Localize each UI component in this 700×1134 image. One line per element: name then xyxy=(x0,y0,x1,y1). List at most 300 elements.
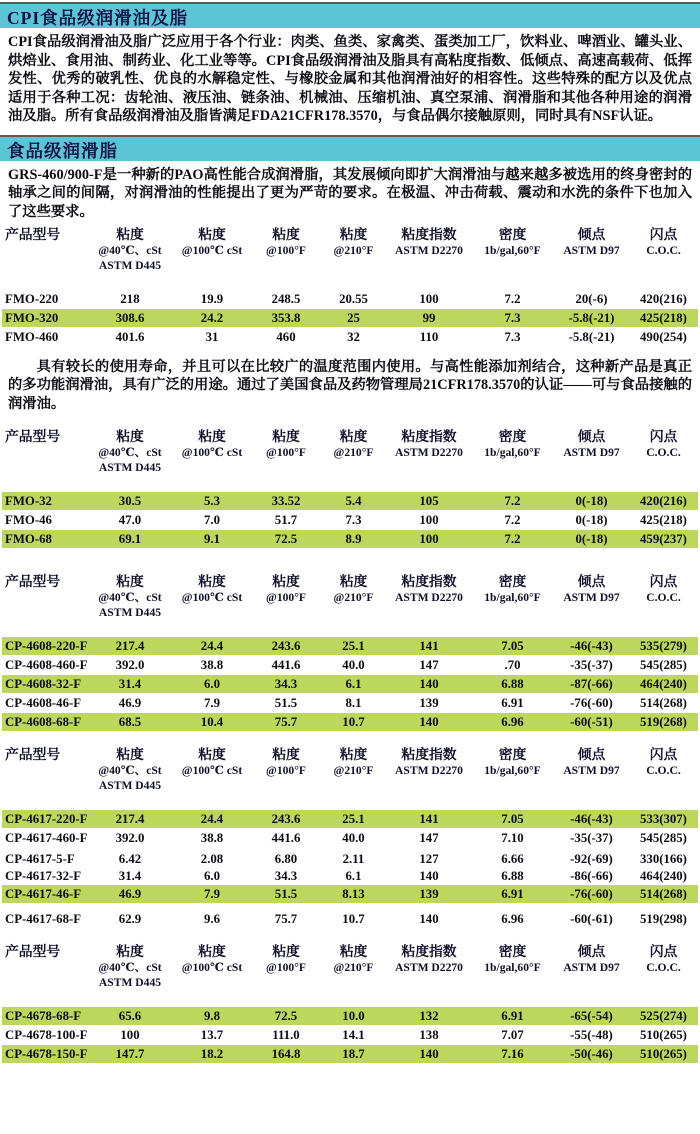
value-cell: 139 xyxy=(419,696,439,711)
value-cell: 514(268) xyxy=(640,887,687,902)
column-header-title: 粘度 xyxy=(116,747,144,763)
column-header-sub: @100℃ cSt xyxy=(181,764,243,778)
column-header-sub: ASTM D97 xyxy=(563,446,620,460)
value-cell: 545(285) xyxy=(640,658,687,673)
column-header-title: 密度 xyxy=(498,747,527,763)
value-cell: 459(237) xyxy=(640,532,687,547)
column-header xyxy=(629,943,698,990)
column-header xyxy=(629,746,698,793)
column-header-sub: @210°F xyxy=(333,961,374,975)
value-cell: 7.16 xyxy=(501,1047,524,1062)
value-cell: 2.11 xyxy=(342,852,365,867)
column-header-sub: @210°F xyxy=(333,764,374,778)
table-header-row xyxy=(2,943,698,990)
column-header-sub: C.O.C. xyxy=(646,591,681,605)
table-header-row xyxy=(2,428,698,475)
value-cell: 2.08 xyxy=(200,852,224,867)
column-header-title: 粘度指数 xyxy=(401,944,457,960)
value-cell: 140 xyxy=(419,677,439,692)
column-header-title: 倾点 xyxy=(577,747,606,763)
column-header-sub: @100°F xyxy=(266,961,306,975)
table-row xyxy=(2,290,698,308)
value-cell: 25.1 xyxy=(342,812,365,827)
value-cell: 8.9 xyxy=(345,532,362,547)
column-header-title: 粘度 xyxy=(272,944,300,960)
value-cell: 138 xyxy=(419,1028,439,1043)
product-model-cell: FMO-32 xyxy=(5,494,52,509)
section-header-grease xyxy=(0,135,700,161)
column-header xyxy=(88,428,172,475)
value-cell: 460 xyxy=(276,329,296,344)
value-cell: -35(-37) xyxy=(570,831,613,846)
column-header-sub2: ASTM D445 xyxy=(98,461,162,475)
value-cell: -35(-37) xyxy=(570,658,613,673)
table-header-row xyxy=(2,746,698,793)
value-cell: 425(218) xyxy=(640,513,687,528)
value-cell: 6.1 xyxy=(345,869,362,884)
table-row xyxy=(2,713,698,731)
value-cell: 9.6 xyxy=(204,912,220,927)
value-cell: 30.5 xyxy=(118,494,142,509)
value-cell: 47.0 xyxy=(118,513,142,528)
column-header xyxy=(320,428,387,475)
table-row xyxy=(2,694,698,712)
column-header-sub2: ASTM D445 xyxy=(98,779,162,793)
column-header-title: 闪点 xyxy=(649,944,678,960)
column-header-title: 粘度 xyxy=(198,226,226,242)
value-cell: 9.8 xyxy=(204,1009,220,1024)
column-header-title: 密度 xyxy=(498,574,527,590)
product-model-cell: FMO-220 xyxy=(5,291,59,306)
value-cell: 25 xyxy=(347,310,360,325)
value-cell: 6.0 xyxy=(204,677,220,692)
value-cell: 13.7 xyxy=(200,1028,224,1043)
product-model-cell: CP-4608-46-F xyxy=(5,696,82,711)
value-cell: 105 xyxy=(419,494,439,509)
value-cell: 140 xyxy=(419,869,439,884)
table-row xyxy=(2,656,698,674)
column-header-title: 倾点 xyxy=(577,226,606,242)
value-cell: -55(-48) xyxy=(570,1028,613,1043)
column-header-sub: 1b/gal,60°F xyxy=(484,243,541,257)
value-cell: 10.4 xyxy=(200,715,224,730)
column-header-title: 产品型号 xyxy=(5,226,61,242)
value-cell: 51.5 xyxy=(274,696,298,711)
value-cell: 514(268) xyxy=(640,696,687,711)
value-cell: 24.4 xyxy=(200,639,224,654)
value-cell: 132 xyxy=(419,1009,439,1024)
column-header-title: 产品型号 xyxy=(5,429,61,445)
value-cell: 72.5 xyxy=(274,1009,298,1024)
column-header-product xyxy=(2,943,88,990)
value-cell: 464(240) xyxy=(640,677,687,692)
value-cell: 7.07 xyxy=(501,1028,524,1043)
column-header xyxy=(387,573,471,620)
table-row xyxy=(2,675,698,693)
value-cell: 7.3 xyxy=(504,329,521,344)
value-cell: 110 xyxy=(419,329,439,344)
value-cell: 18.7 xyxy=(342,1047,365,1062)
value-cell: 7.2 xyxy=(504,291,521,306)
value-cell: 31 xyxy=(205,329,219,344)
value-cell: 139 xyxy=(419,887,439,902)
value-cell: -46(-43) xyxy=(570,812,613,827)
table-body xyxy=(2,1007,698,1063)
value-cell: -46(-43) xyxy=(570,639,613,654)
column-header xyxy=(471,746,554,793)
value-cell: 65.6 xyxy=(118,1009,142,1024)
table-row xyxy=(2,1007,698,1025)
value-cell: 0(-18) xyxy=(575,513,608,528)
column-header-sub: ASTM D2270 xyxy=(395,591,463,605)
column-header-sub: @100℃ cSt xyxy=(181,243,243,257)
product-table-cp4608 xyxy=(2,573,698,731)
value-cell: 40.0 xyxy=(342,658,365,673)
column-header-sub: @100℃ cSt xyxy=(181,591,243,605)
value-cell: 510(265) xyxy=(640,1028,687,1043)
column-header xyxy=(320,746,387,793)
value-cell: 34.3 xyxy=(274,677,298,692)
table-header-row xyxy=(2,573,698,620)
value-cell: 164.8 xyxy=(271,1047,301,1062)
column-header-title: 粘度 xyxy=(116,574,144,590)
value-cell: 218 xyxy=(120,291,140,306)
value-cell: 38.8 xyxy=(200,831,224,846)
value-cell: 10.0 xyxy=(342,1009,365,1024)
column-header xyxy=(252,226,320,273)
column-header-sub: ASTM D97 xyxy=(563,243,620,257)
column-header-title: 粘度 xyxy=(272,429,300,445)
value-cell: 490(254) xyxy=(640,329,687,344)
value-cell: 6.1 xyxy=(345,677,362,692)
column-header-product xyxy=(2,226,88,273)
value-cell: 7.2 xyxy=(504,532,521,547)
value-cell: 425(218) xyxy=(640,310,687,325)
value-cell: 401.6 xyxy=(115,329,145,344)
column-header-sub: 1b/gal,60°F xyxy=(484,446,541,460)
value-cell: 420(216) xyxy=(640,291,687,306)
value-cell: -76(-60) xyxy=(570,696,613,711)
value-cell: 7.3 xyxy=(345,513,362,528)
value-cell: 5.4 xyxy=(345,494,362,509)
value-cell: 7.10 xyxy=(501,831,524,846)
value-cell: 6.66 xyxy=(501,852,524,867)
value-cell: -65(-54) xyxy=(570,1009,613,1024)
value-cell: 6.0 xyxy=(204,869,220,884)
value-cell: 18.2 xyxy=(200,1047,224,1062)
product-model-cell: CP-4617-32-F xyxy=(5,869,82,884)
column-header-sub: @100℃ cSt xyxy=(181,961,243,975)
column-header xyxy=(554,573,629,620)
value-cell: 243.6 xyxy=(271,812,301,827)
value-cell: 533(307) xyxy=(640,812,687,827)
column-header-title: 粘度 xyxy=(272,226,300,242)
column-header-title: 产品型号 xyxy=(5,944,61,960)
product-table-cp4678 xyxy=(2,943,698,1063)
table-row xyxy=(2,885,698,903)
column-header-title: 粘度 xyxy=(272,747,300,763)
column-header-title: 粘度指数 xyxy=(401,226,457,242)
value-cell: 32 xyxy=(347,329,360,344)
product-model-cell: CP-4617-220-F xyxy=(5,812,88,827)
value-cell: 7.2 xyxy=(504,513,521,528)
section-title: 食品级润滑脂 xyxy=(7,140,118,161)
column-header xyxy=(252,428,320,475)
column-header-title: 密度 xyxy=(498,429,527,445)
column-header-title: 粘度 xyxy=(339,944,368,960)
column-header xyxy=(629,573,698,620)
table-row xyxy=(2,910,698,928)
value-cell: 19.9 xyxy=(200,291,224,306)
table-row xyxy=(2,810,698,828)
table-body xyxy=(2,290,698,346)
column-header-title: 粘度 xyxy=(198,574,226,590)
column-header xyxy=(320,226,387,273)
product-model-cell: CP-4678-68-F xyxy=(5,1009,82,1024)
value-cell: 6.88 xyxy=(501,677,524,692)
value-cell: 99 xyxy=(422,310,436,325)
column-header-sub: ASTM D2270 xyxy=(395,243,463,257)
column-header-sub: @40℃、cSt xyxy=(98,446,162,460)
value-cell: 330(166) xyxy=(640,852,687,867)
value-cell: 141 xyxy=(419,639,439,654)
grease-paragraph: GRS-460/900-F是一种新的PAO高性能合成润滑脂，其发展倾向即扩大润滑油与越来越多被选用的终身密封的轴承之间的间隔，对润滑油的性能提出了更为严苛的要求。在极温、冲击荷载、震动和水洗的条件下也加入了这些要求。 xyxy=(8,166,692,221)
value-cell: -50(-46) xyxy=(570,1047,613,1062)
column-header-sub: @40℃、cSt xyxy=(98,764,162,778)
table-body xyxy=(2,637,698,731)
value-cell: 6.88 xyxy=(501,869,524,884)
value-cell: 147 xyxy=(419,658,439,673)
column-header-title: 粘度 xyxy=(116,226,144,242)
column-header-sub: @100°F xyxy=(266,243,306,257)
column-header-product xyxy=(2,428,88,475)
column-header-title: 倾点 xyxy=(577,429,606,445)
table-row xyxy=(2,1045,698,1063)
value-cell: 6.96 xyxy=(501,715,524,730)
value-cell: 33.52 xyxy=(271,494,301,509)
column-header-sub: ASTM D97 xyxy=(563,591,620,605)
column-header-title: 粘度指数 xyxy=(401,429,457,445)
value-cell: 8.13 xyxy=(342,887,365,902)
column-header-title: 粘度 xyxy=(116,429,144,445)
column-header-title: 密度 xyxy=(498,944,527,960)
column-header-sub: C.O.C. xyxy=(646,446,681,460)
column-header-sub: 1b/gal,60°F xyxy=(484,764,541,778)
value-cell: -87(-66) xyxy=(570,677,613,692)
column-header xyxy=(320,943,387,990)
column-header-title: 产品型号 xyxy=(5,747,61,763)
product-table-fmo-light xyxy=(2,428,698,548)
mid-paragraph: 具有较长的使用寿命，并且可以在比较广的温度范围内使用。与高性能添加剂结合，这种新产品是真正的多功能润滑油，具有广泛的用途。通过了美国食品及药物管理局21CFR178.3570的认证——可与食品接触的润滑油。 xyxy=(8,358,692,412)
column-header xyxy=(554,943,629,990)
value-cell: 68.5 xyxy=(118,715,142,730)
value-cell: 51.5 xyxy=(274,887,298,902)
value-cell: 7.0 xyxy=(204,513,220,528)
value-cell: 141 xyxy=(419,812,439,827)
value-cell: 100 xyxy=(419,513,439,528)
column-header-title: 粘度 xyxy=(198,429,226,445)
value-cell: 7.9 xyxy=(204,696,220,711)
value-cell: -76(-60) xyxy=(570,887,613,902)
value-cell: 147 xyxy=(419,831,439,846)
column-header xyxy=(88,746,172,793)
column-header-title: 密度 xyxy=(498,226,527,242)
section-title: CPI食品级润滑油及脂 xyxy=(7,8,189,28)
column-header-sub: ASTM D97 xyxy=(563,961,620,975)
column-header-sub: @210°F xyxy=(333,446,374,460)
column-header-title: 粘度指数 xyxy=(401,574,457,590)
column-header-title: 粘度指数 xyxy=(401,747,457,763)
column-header-title: 粘度 xyxy=(339,226,368,242)
column-header xyxy=(387,746,471,793)
value-cell: 24.2 xyxy=(200,310,224,325)
value-cell: 127 xyxy=(419,852,439,867)
table-row xyxy=(2,511,698,529)
product-model-cell: CP-4608-220-F xyxy=(5,639,88,654)
value-cell: 140 xyxy=(419,1047,439,1062)
table-row xyxy=(2,851,698,867)
value-cell: 9.1 xyxy=(204,532,220,547)
column-header-sub: @210°F xyxy=(333,591,374,605)
value-cell: 69.1 xyxy=(118,532,142,547)
column-header xyxy=(172,746,252,793)
value-cell: 525(274) xyxy=(640,1009,687,1024)
column-header-sub: @100°F xyxy=(266,591,306,605)
product-model-cell: CP-4678-150-F xyxy=(5,1047,88,1062)
column-header-title: 粘度 xyxy=(198,747,226,763)
table-row xyxy=(2,492,698,510)
table-row xyxy=(2,530,698,548)
column-header-title: 粘度 xyxy=(116,944,144,960)
product-model-cell: CP-4608-68-F xyxy=(5,715,82,730)
column-header-sub: @210°F xyxy=(333,243,374,257)
value-cell: 100 xyxy=(419,532,439,547)
value-cell: 0(-18) xyxy=(575,532,608,547)
value-cell: 20(-6) xyxy=(575,291,608,306)
table-row xyxy=(2,328,698,346)
column-header-sub: @100°F xyxy=(266,446,306,460)
product-model-cell: CP-4617-5-F xyxy=(5,852,75,867)
column-header-title: 粘度 xyxy=(339,747,368,763)
value-cell: 6.96 xyxy=(501,912,524,927)
value-cell: 243.6 xyxy=(271,639,301,654)
value-cell: -5.8(-21) xyxy=(568,329,615,344)
table-row xyxy=(2,868,698,884)
value-cell: 6.42 xyxy=(118,852,142,867)
column-header xyxy=(172,226,252,273)
value-cell: 510(265) xyxy=(640,1047,687,1062)
column-header xyxy=(252,573,320,620)
value-cell: 10.7 xyxy=(342,715,365,730)
value-cell: 217.4 xyxy=(115,812,145,827)
value-cell: 420(216) xyxy=(640,494,687,509)
value-cell: 100 xyxy=(419,291,439,306)
value-cell: 31.4 xyxy=(118,869,142,884)
column-header-title: 闪点 xyxy=(649,747,678,763)
value-cell: 464(240) xyxy=(640,869,687,884)
column-header-title: 产品型号 xyxy=(5,574,61,590)
value-cell: .70 xyxy=(504,658,521,673)
value-cell: 147.7 xyxy=(115,1047,145,1062)
column-header-sub: @100℃ cSt xyxy=(181,446,243,460)
value-cell: 441.6 xyxy=(271,658,301,673)
column-header-title: 闪点 xyxy=(649,429,678,445)
column-header xyxy=(88,943,172,990)
value-cell: 24.4 xyxy=(200,812,224,827)
column-header xyxy=(252,943,320,990)
value-cell: 6.91 xyxy=(501,887,524,902)
column-header-title: 闪点 xyxy=(649,574,678,590)
section-header-oils xyxy=(0,2,700,28)
value-cell: 72.5 xyxy=(274,532,298,547)
value-cell: 14.1 xyxy=(342,1028,365,1043)
value-cell: 5.3 xyxy=(204,494,220,509)
column-header-title: 倾点 xyxy=(577,944,606,960)
product-model-cell: CP-4678-100-F xyxy=(5,1028,88,1043)
value-cell: 0(-18) xyxy=(575,494,608,509)
product-table-fmo-heavy xyxy=(2,226,698,346)
column-header-sub: C.O.C. xyxy=(646,764,681,778)
table-body xyxy=(2,810,698,928)
column-header-sub: 1b/gal,60°F xyxy=(484,961,541,975)
column-header xyxy=(471,573,554,620)
value-cell: 75.7 xyxy=(274,715,298,730)
table-header-row xyxy=(2,226,698,273)
table-row xyxy=(2,1026,698,1044)
value-cell: 46.9 xyxy=(118,887,142,902)
product-model-cell: CP-4617-460-F xyxy=(5,831,88,846)
value-cell: 308.6 xyxy=(115,310,145,325)
column-header-sub: C.O.C. xyxy=(646,243,681,257)
value-cell: -60(-51) xyxy=(570,715,613,730)
column-header-sub: @40℃、cSt xyxy=(98,243,162,257)
column-header-product xyxy=(2,573,88,620)
intro-paragraph: CPI食品级润滑油及脂广泛应用于各个行业：肉类、鱼类、家禽类、蛋类加工厂，饮料业、啤酒业、罐头业、烘焙业、食用油、制药业、化工业等等。CPI食品级润滑油及脂具有高粘度指数、低倾点、高速高载荷、低挥发性、优秀的破乳性、优良的水解稳定性、与橡胶金属和其他润滑油好的相容性。这些特殊的配方以及优点适用于各种工况：齿轮油、液压油、链条油、机械油、压缩机油、真空泵浦、润滑脂和其他各种用途的润滑油及脂。所有食品级润滑油及脂皆满足FDA21CFR178.3570，与食品偶尔接触原则，同时具有NSF认证。 xyxy=(8,34,692,125)
value-cell: 25.1 xyxy=(342,639,365,654)
value-cell: 7.05 xyxy=(501,639,524,654)
value-cell: 248.5 xyxy=(271,291,301,306)
column-header-sub2: ASTM D445 xyxy=(98,606,162,620)
value-cell: 7.9 xyxy=(204,887,220,902)
value-cell: 519(268) xyxy=(640,715,687,730)
value-cell: 217.4 xyxy=(115,639,145,654)
product-model-cell: FMO-46 xyxy=(5,513,52,528)
column-header xyxy=(629,428,698,475)
column-header-sub2: ASTM D445 xyxy=(98,258,162,272)
value-cell: 38.8 xyxy=(200,658,224,673)
value-cell: 8.1 xyxy=(345,696,362,711)
value-cell: 353.8 xyxy=(271,310,301,325)
column-header xyxy=(88,226,172,273)
value-cell: 62.9 xyxy=(118,912,142,927)
column-header-sub: ASTM D97 xyxy=(563,764,620,778)
value-cell: 7.2 xyxy=(504,494,521,509)
product-model-cell: FMO-320 xyxy=(5,310,59,325)
value-cell: 535(279) xyxy=(640,639,687,654)
column-header xyxy=(554,746,629,793)
value-cell: 545(285) xyxy=(640,831,687,846)
value-cell: 519(298) xyxy=(640,912,687,927)
value-cell: 51.7 xyxy=(274,513,298,528)
value-cell: 31.4 xyxy=(118,677,142,692)
value-cell: 392.0 xyxy=(115,658,145,673)
value-cell: -5.8(-21) xyxy=(568,310,615,325)
column-header-title: 粘度 xyxy=(272,574,300,590)
column-header xyxy=(554,428,629,475)
product-model-cell: FMO-460 xyxy=(5,329,59,344)
column-header-title: 粘度 xyxy=(339,574,368,590)
column-header-title: 粘度 xyxy=(339,429,368,445)
